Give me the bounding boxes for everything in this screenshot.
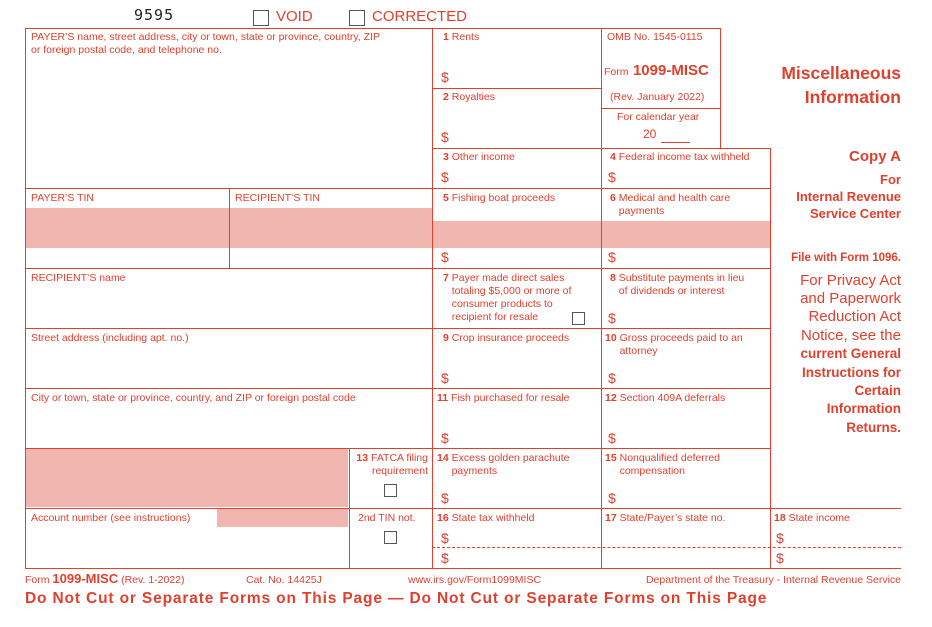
copy-a-line3: Service Center	[809, 206, 901, 221]
box1-label: 1 Rents	[443, 31, 480, 43]
box12-label: 12 Section 409A deferrals	[605, 392, 726, 404]
fatca-shade	[26, 449, 348, 507]
box7-checkbox[interactable]	[572, 312, 585, 325]
privacy-line9: Returns.	[846, 420, 901, 435]
box3-dollar: $	[441, 169, 449, 185]
box1-dollar: $	[441, 69, 449, 85]
corrected-label: CORRECTED	[372, 8, 468, 25]
box16-label: 16 State tax withheld	[437, 512, 535, 524]
footer-url[interactable]: www.irs.gov/Form1099MISC	[408, 574, 542, 586]
box14-label: 14 Excess golden parachute payments	[437, 452, 570, 477]
recipient-tin-label: RECIPIENT’S TIN	[235, 192, 320, 204]
box15-dollar: $	[608, 490, 616, 506]
fatca-checkbox[interactable]	[384, 484, 397, 497]
box13-num: 13	[356, 452, 369, 464]
privacy-line5: current General	[800, 346, 901, 361]
privacy-line7: Certain	[854, 383, 901, 398]
form-title-line2: Information	[804, 87, 901, 107]
fatca-label	[354, 452, 428, 478]
footer-form-name: Form 1099-MISC (Rev. 1-2022)	[25, 571, 185, 586]
second-tin-checkbox[interactable]	[384, 531, 397, 544]
box2-dollar: $	[441, 129, 449, 145]
box16-dollar-1: $	[441, 530, 449, 546]
privacy-line3: Reduction Act	[808, 308, 901, 325]
box9-label: 9 Crop insurance proceeds	[443, 332, 570, 344]
form-title-line1: Miscellaneous	[781, 63, 901, 83]
payer-tin-label: PAYER’S TIN	[31, 192, 95, 204]
box6-dollar: $	[608, 249, 616, 265]
void-label: VOID	[276, 8, 313, 25]
box3-label: 3 Other income	[443, 151, 515, 163]
copy-a-line2: Internal Revenue	[796, 189, 901, 204]
box4-dollar: $	[608, 169, 616, 185]
form-code: 9595	[134, 6, 175, 24]
fatca-label-2: requirement	[371, 465, 428, 477]
calendar-year-field[interactable]	[661, 142, 690, 143]
payer-name-label: PAYER’S name, street address, city or town, state or province, country, ZIP	[31, 31, 380, 43]
calendar-year-label: For calendar year	[617, 111, 700, 123]
box17-label: 17 State/Payer’s state no.	[605, 512, 726, 524]
fatca-label-1: FATCA filing	[371, 452, 428, 464]
box2-label: 2 Royalties	[443, 91, 495, 103]
city-label: City or town, state or province, country, and ZIP or foreign postal code	[31, 392, 356, 404]
copy-a-title: Copy A	[849, 148, 901, 165]
footer-dept: Department of the Treasury - Internal Revenue Service	[645, 574, 901, 586]
omb-form-name: Form 1099-MISC	[604, 62, 709, 79]
box11-dollar: $	[441, 430, 449, 446]
file-with-label: File with Form 1096.	[791, 252, 901, 264]
box18-dollar-2: $	[776, 550, 784, 566]
second-tin-label: 2nd TIN not.	[358, 512, 416, 524]
box18-dollar-1: $	[776, 530, 784, 546]
privacy-line2: and Paperwork	[800, 290, 901, 307]
box10-dollar: $	[608, 370, 616, 386]
box10-label: 10 Gross proceeds paid to an attorney	[605, 332, 743, 357]
box5-dollar: $	[441, 249, 449, 265]
box7-label: 7 Payer made direct sales totaling $5,000 or more of consumer products to recipient for resale	[443, 272, 572, 323]
corrected-checkbox[interactable]	[349, 10, 365, 26]
box5-label: 5 Fishing boat proceeds	[443, 192, 556, 204]
privacy-line6: Instructions for	[801, 365, 901, 380]
account-number-label: Account number (see instructions)	[31, 512, 191, 524]
box8-dollar: $	[608, 310, 616, 326]
box4-label: 4 Federal income tax withheld	[610, 151, 750, 163]
privacy-line8: Information	[826, 401, 901, 416]
box9-dollar: $	[441, 370, 449, 386]
footer-cat-no: Cat. No. 14425J	[246, 574, 322, 586]
box18-label: 18 State income	[774, 512, 850, 524]
box11-label: 11 Fish purchased for resale	[437, 392, 570, 404]
do-not-cut-warning: Do Not Cut or Separate Forms on This Page — Do Not Cut or Separate Forms on This Page	[25, 590, 768, 607]
recipient-tin-field[interactable]	[230, 208, 432, 248]
omb-number: OMB No. 1545-0115	[607, 31, 703, 43]
recipient-name-label: RECIPIENT’S name	[31, 272, 126, 284]
box12-dollar: $	[608, 430, 616, 446]
box6-label: 6 Medical and health care payments	[610, 192, 731, 217]
omb-revision: (Rev. January 2022)	[610, 91, 705, 103]
copy-a-line1: For	[880, 172, 901, 187]
payer-tin-field[interactable]	[26, 208, 229, 248]
box8-label: 8 Substitute payments in lieu of dividends or interest	[610, 272, 745, 297]
void-checkbox[interactable]	[253, 10, 269, 26]
privacy-line4: Notice, see the	[800, 327, 901, 344]
box15-label: 15 Nonqualified deferred compensation	[605, 452, 721, 477]
account-shade	[217, 509, 348, 527]
street-address-label: Street address (including apt. no.)	[31, 332, 189, 344]
payer-name-label-2: or foreign postal code, and telephone no.	[31, 44, 222, 56]
box14-dollar: $	[441, 490, 449, 506]
calendar-year-prefix: 20	[643, 127, 657, 141]
box16-dollar-2: $	[441, 550, 449, 566]
privacy-line1: For Privacy Act	[800, 272, 901, 289]
